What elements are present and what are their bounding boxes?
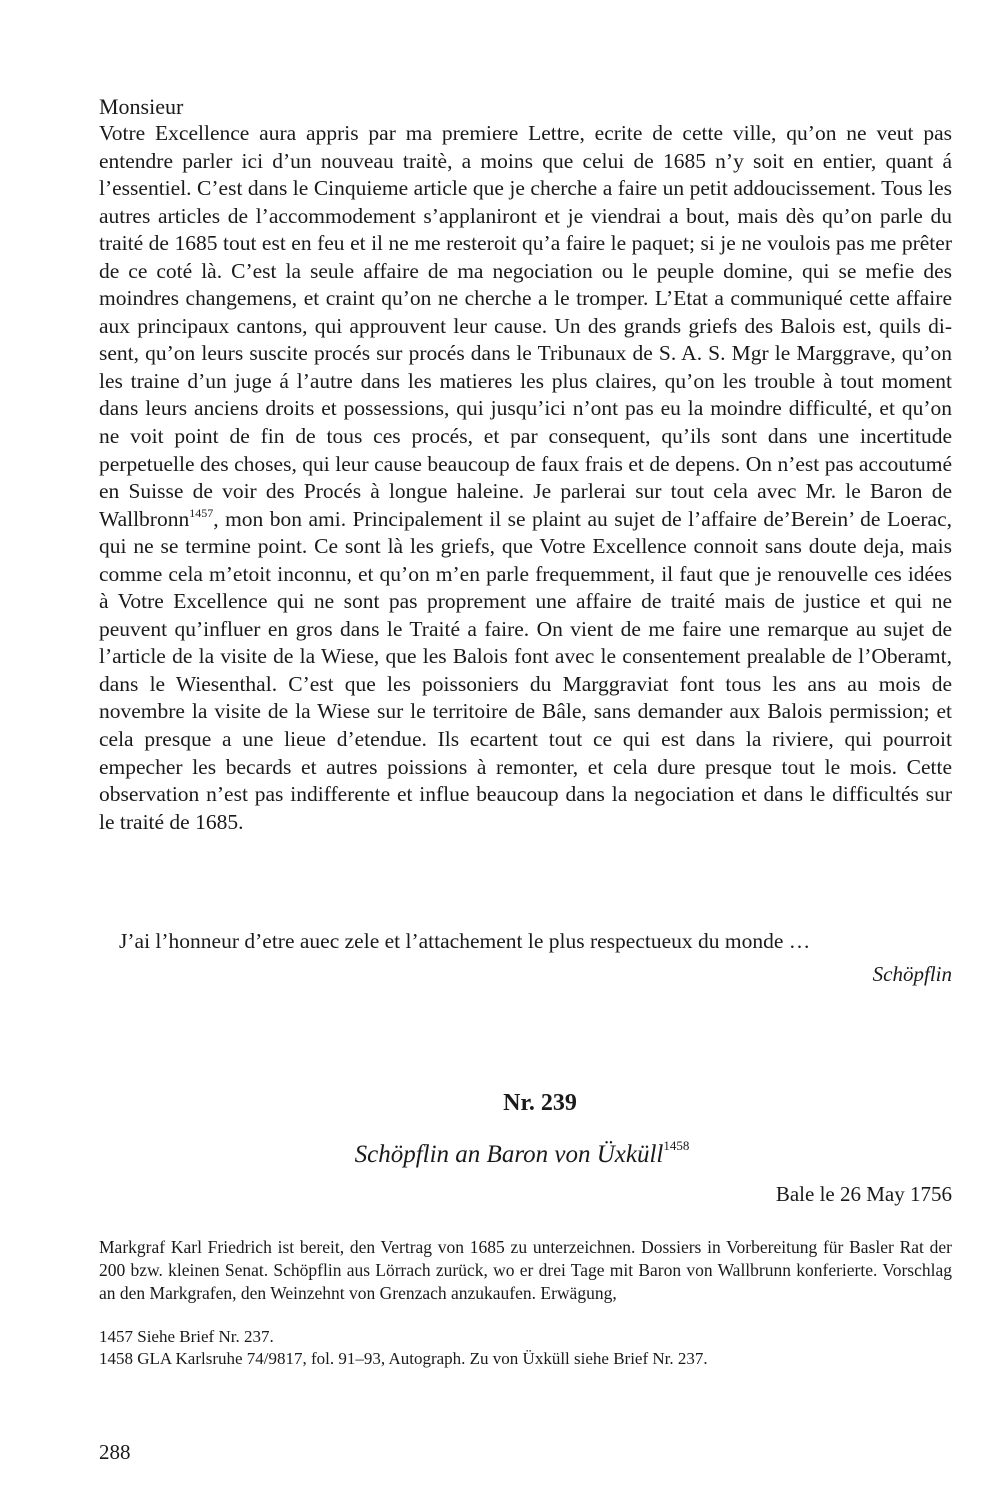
document-title — [0, 1138, 1000, 1169]
letter-body-part-2: , mon bon ami. Principalement il se plaint au sujet de l’affaire de’Berein’ de Loerac, qui ne se termine point. Ce sont là les griefs, que Votre Excellence connoit sans doute deja, mais comme cela m’etoit inconnu, et qu’on m’en parle frequemment, il faut que je renouvelle ces idées à Votre Excellence qui ne sont pas proprement une affaire de traité mais de justice et qui ne peuvent qu’influer en gros dans le Traité a faire. On vient de me faire une remarque au sujet de l’article de la visite de la Wiese, que les Balois font avec le consentement prealable de l’Oberamt, dans le Wiesenthal. C’est que les poissoniers du Marggraviat font tous les ans au mois de novembre la visite de la Wiese sur le territoire de Bâle, sans demander aux Balois permission; et cela presque a une lieue d’etendue. Ils ecartent tout ce qui est dans la riviere, qui pourroit empecher les becards et autres poissions à remonter, et cela dure presque tout le mois. Cette observation n’est pas indifferente et influe beaucoup dans la negociation et dans le difficultés sur le traité de 1685. — [99, 506, 952, 834]
letter-body-part-1: Votre Excellence aura appris par ma premiere Lettre, ecrite de cette ville, qu’on ne veut pas entendre parler ici d’un nouveau traitè, a moins que celui de 1685 n’y soit en entier, quant á l’essentiel. C’est dans le Cinquieme article que je cherche a faire un petit addoucissement. Tous les autres articles de l’accommodement s’applaniront et je viendrai a bout, mais dès qu’on parle du traité de 1685 tout est en feu et il ne me resteroit qu’a faire le paquet; si je ne voulois pas me prêter de ce coté là. C’est la seule affaire de ma negociation ou le peuple domine, qui se mefie des moindres changemens, et craint qu’on ne cherche a le tromper. L’Etat a communiqué cette affaire aux principaux cantons, qui approuvent leur cause. Un des grands griefs des Balois est, quils disent, qu’on leurs suscite procés sur procés dans le Tribunaux de S. A. S. Mgr le Marggrave, qu’on les traine d’un juge á l’autre dans les matieres les plus claires, qu’on les trouble à tout moment dans leurs anciens droits et possessions, qui jusqu’ici n’ont pas eu la moindre difficulté, et qu’on ne voit point de fin de tous ces procés, et par consequent, qu’ils sont dans une incertitude perpetuelle des choses, qui leur cause beaucoup de faux frais et de depens. On n’est pas accoutumé en Suisse de voir des Procés à longue haleine. Je parlerai sur tout cela avec Mr. le Baron de Wallbronn — [99, 121, 952, 531]
letter-signature: Schöpflin — [872, 962, 952, 986]
document-title-text: Schöpflin an Baron von Üxküll — [354, 1141, 664, 1168]
letter-closing: J’ai l’honneur d’etre auec zele et l’attachement le plus respectueux du monde … — [119, 929, 811, 953]
footnote-1458: 1458 GLA Karlsruhe 74/9817, fol. 91–93, Autograph. Zu von Üxküll siehe Brief Nr. 237. — [99, 1349, 708, 1368]
document-dateline: Bale le 26 May 1756 — [775, 1182, 952, 1206]
footnote-ref-1457[interactable]: 1457 — [189, 505, 214, 520]
footnote-1457: 1457 Siehe Brief Nr. 237. — [99, 1327, 274, 1346]
letter-salutation: Monsieur — [99, 94, 184, 119]
letter-body — [99, 120, 952, 836]
footnotes-section — [99, 1326, 952, 1370]
footnote-ref-1458[interactable]: 1458 — [663, 1138, 690, 1153]
document-regest: Markgraf Karl Friedrich ist bereit, den Vertrag von 1685 zu unterzeichnen. Dossiers in Vorbereitung für Basler Rat der 200 bzw. kleinen Senat. Schöpflin aus Lörrach zurück, wo er drei Tage mit Baron von Wallbrunn konferierte. Vorschlag an den Markgrafen, den Weinzehnt von Grenzach anzukaufen. Erwägung, — [99, 1237, 952, 1303]
page-number: 288 — [99, 1440, 131, 1464]
document-number-heading: Nr. 239 — [503, 1090, 577, 1116]
